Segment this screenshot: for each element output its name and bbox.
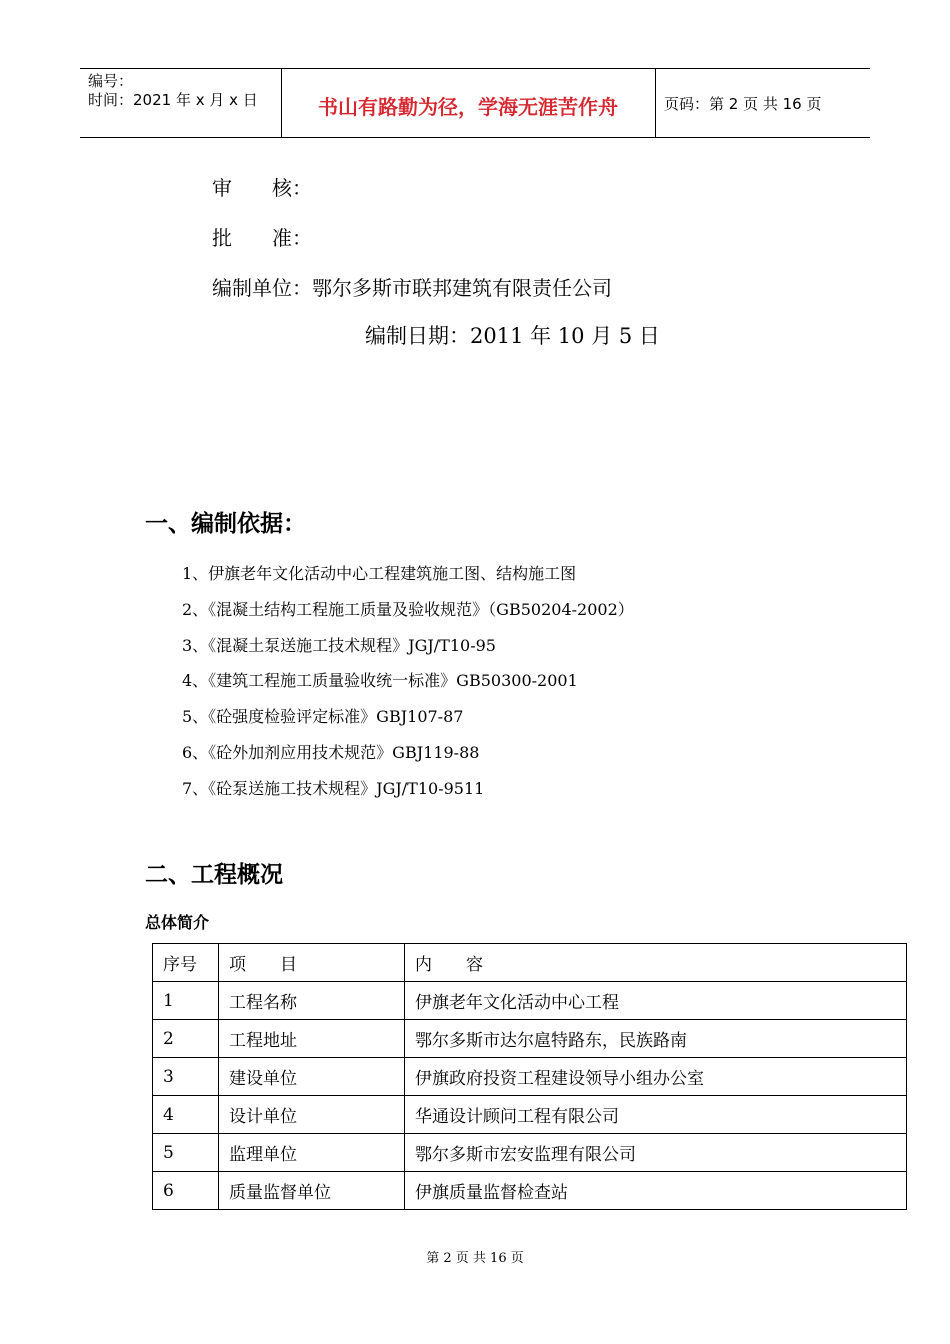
table-cell: 4: [153, 1096, 219, 1134]
page-footer: 第 2 页 共 16 页: [426, 1251, 524, 1266]
overview-table: [152, 943, 907, 1210]
column-header: 序号: [153, 944, 219, 982]
header-motto: 书山有路勤为径，学海无涯苦作舟: [318, 95, 618, 119]
table-cell: 质量监督单位: [219, 1172, 405, 1210]
table-row: [153, 1172, 907, 1210]
list-item: 1、伊旗老年文化活动中心工程建筑施工图、结构施工图: [182, 564, 577, 583]
list-item: 3、《混凝土泵送施工技术规程》JGJ/T10-95: [182, 636, 496, 655]
list-item: 6、《砼外加剂应用技术规范》GBJ119-88: [182, 743, 480, 762]
table-cell: 5: [153, 1134, 219, 1172]
date-line: 编制日期：2011 年 10 月 5 日: [365, 324, 660, 348]
table-row: [153, 1134, 907, 1172]
table-cell: 3: [153, 1058, 219, 1096]
list-item: 4、《建筑工程施工质量验收统一标准》GB50300-2001: [182, 671, 578, 690]
column-header: 项 目: [219, 944, 405, 982]
table-cell: 伊旗质量监督检查站: [405, 1172, 907, 1210]
section-heading: 一、编制依据：: [145, 511, 306, 537]
header-meta: [88, 72, 258, 110]
unit-line: 编制单位：鄂尔多斯市联邦建筑有限责任公司: [212, 276, 612, 300]
table-caption: 总体简介: [145, 913, 210, 932]
page-header: [80, 68, 870, 138]
header-page-info: 页码：第 2 页 共 16 页: [664, 95, 822, 113]
time-label: 时间：2021 年 x 月 x 日: [88, 91, 258, 109]
table-cell: 鄂尔多斯市宏安监理有限公司: [405, 1134, 907, 1172]
table-cell: 1: [153, 982, 219, 1020]
list-item: 2、《混凝土结构工程施工质量及验收规范》（GB50204-2002）: [182, 600, 634, 619]
review-line: 审 核：: [212, 176, 312, 200]
table-cell: 工程地址: [219, 1020, 405, 1058]
table-cell: 监理单位: [219, 1134, 405, 1172]
section-heading: 二、工程概况: [145, 862, 283, 888]
table-header-row: [153, 944, 907, 982]
table-cell: 华通设计顾问工程有限公司: [405, 1096, 907, 1134]
table-row: [153, 1020, 907, 1058]
table-cell: 工程名称: [219, 982, 405, 1020]
table-cell: 鄂尔多斯市达尔扈特路东，民族路南: [405, 1020, 907, 1058]
column-header: 内 容: [405, 944, 907, 982]
divider: [655, 69, 656, 137]
table-row: [153, 1058, 907, 1096]
table-cell: 2: [153, 1020, 219, 1058]
table-cell: 伊旗老年文化活动中心工程: [405, 982, 907, 1020]
table-row: [153, 1096, 907, 1134]
table-cell: 6: [153, 1172, 219, 1210]
table-cell: 设计单位: [219, 1096, 405, 1134]
number-label: 编号：: [88, 72, 134, 90]
table-cell: 伊旗政府投资工程建设领导小组办公室: [405, 1058, 907, 1096]
approve-line: 批 准：: [212, 226, 312, 250]
list-item: 5、《砼强度检验评定标准》GBJ107-87: [182, 707, 464, 726]
list-item: 7、《砼泵送施工技术规程》JGJ/T10-9511: [182, 779, 485, 798]
table-row: [153, 982, 907, 1020]
table-cell: 建设单位: [219, 1058, 405, 1096]
